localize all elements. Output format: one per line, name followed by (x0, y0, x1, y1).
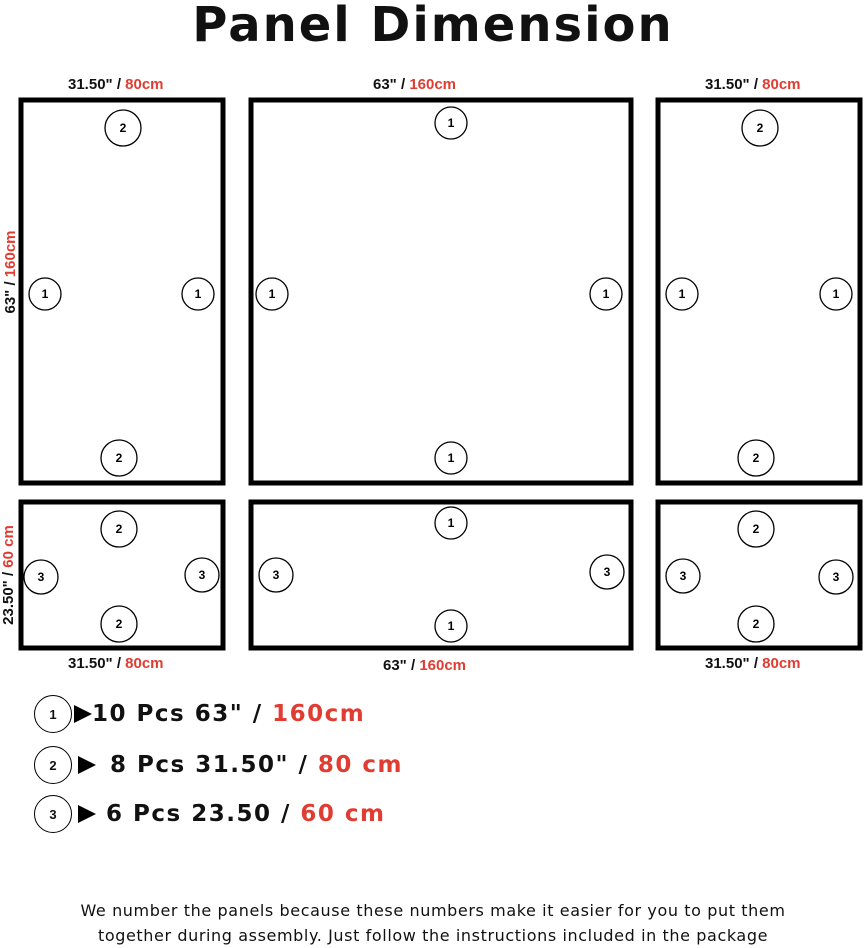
svg-text:3: 3 (679, 569, 687, 583)
svg-text:3: 3 (198, 568, 206, 582)
dim-inches: 31.50" / (705, 655, 758, 672)
legend-text (106, 801, 386, 827)
marker (738, 606, 774, 642)
svg-text:1: 1 (447, 116, 455, 130)
marker (259, 558, 293, 592)
marker (819, 560, 853, 594)
assembly-note-line-2: together during assembly. Just follow the instructions included in the package (97, 926, 769, 945)
legend-cm: 160cm (272, 701, 366, 727)
legend-row-3 (34, 794, 386, 834)
marker (738, 511, 774, 547)
svg-text:2: 2 (115, 617, 123, 631)
svg-text:1: 1 (602, 287, 610, 301)
svg-text:1: 1 (447, 451, 455, 465)
marker (256, 278, 288, 310)
marker (742, 110, 778, 146)
marker (435, 610, 467, 642)
svg-text:1: 1 (268, 287, 276, 301)
marker (101, 511, 137, 547)
dim-cm: 80cm (125, 76, 164, 93)
marker (29, 278, 61, 310)
marker (738, 440, 774, 476)
svg-text:3: 3 (272, 568, 280, 582)
legend-cm: 60 cm (300, 801, 386, 827)
legend-number-badge: 3 (34, 795, 72, 833)
assembly-note-line-1: We number the panels because these numbers make it easier for you to put them (80, 901, 786, 920)
marker (101, 606, 137, 642)
marker (666, 278, 698, 310)
marker (666, 559, 700, 593)
svg-text:2: 2 (115, 451, 123, 465)
svg-text:1: 1 (41, 287, 49, 301)
marker (105, 110, 141, 146)
svg-text:3: 3 (37, 570, 45, 584)
svg-text:1: 1 (447, 516, 455, 530)
legend-count-size: 6 Pcs 23.50 / (106, 801, 301, 827)
legend-row-2 (34, 745, 403, 785)
dim-inches: 31.50" / (68, 655, 121, 672)
legend-number-badge: 1 (34, 695, 72, 733)
arrow-right-icon (78, 756, 96, 774)
marker (182, 278, 214, 310)
arrow-right-icon (74, 705, 92, 723)
legend-cm: 80 cm (317, 752, 403, 778)
marker (435, 107, 467, 139)
svg-text:1: 1 (678, 287, 686, 301)
dim-cm: 160cm (2, 230, 19, 278)
svg-text:3: 3 (603, 565, 611, 579)
legend-text (110, 752, 403, 778)
svg-text:2: 2 (752, 451, 760, 465)
marker (820, 278, 852, 310)
marker (101, 440, 137, 476)
svg-text:2: 2 (119, 121, 127, 135)
svg-text:1: 1 (832, 287, 840, 301)
dim-cm: 60 cm (0, 525, 17, 568)
svg-text:2: 2 (756, 121, 764, 135)
dim-inches: 63" / (373, 76, 406, 93)
dim-cm: 160cm (409, 76, 457, 93)
dim-cm: 160cm (419, 657, 467, 674)
dim-inches: 63" / (383, 657, 416, 674)
svg-text:2: 2 (752, 522, 760, 536)
marker (24, 560, 58, 594)
assembly-note (0, 898, 866, 948)
dim-inches: 31.50" / (68, 76, 121, 93)
svg-text:2: 2 (752, 617, 760, 631)
legend-number-badge: 2 (34, 746, 72, 784)
dim-cm: 80cm (762, 76, 801, 93)
legend-count-size: 10 Pcs 63" / (92, 701, 273, 727)
svg-text:3: 3 (832, 570, 840, 584)
marker (590, 555, 624, 589)
svg-text:1: 1 (447, 619, 455, 633)
svg-text:2: 2 (115, 522, 123, 536)
page-title: Panel Dimension (192, 0, 674, 53)
marker (435, 507, 467, 539)
legend-count-size: 8 Pcs 31.50" / (110, 752, 318, 778)
marker (590, 278, 622, 310)
dim-inches: 23.50" / (0, 571, 17, 625)
marker (435, 442, 467, 474)
legend-text (92, 701, 365, 727)
dim-cm: 80cm (762, 655, 801, 672)
dim-cm: 80cm (125, 655, 164, 672)
svg-text:1: 1 (194, 287, 202, 301)
dim-inches: 63" / (2, 281, 19, 314)
legend-row-1 (34, 694, 365, 734)
marker (185, 558, 219, 592)
arrow-right-icon (78, 805, 96, 823)
panel-top-middle (251, 100, 631, 483)
dim-inches: 31.50" / (705, 76, 758, 93)
